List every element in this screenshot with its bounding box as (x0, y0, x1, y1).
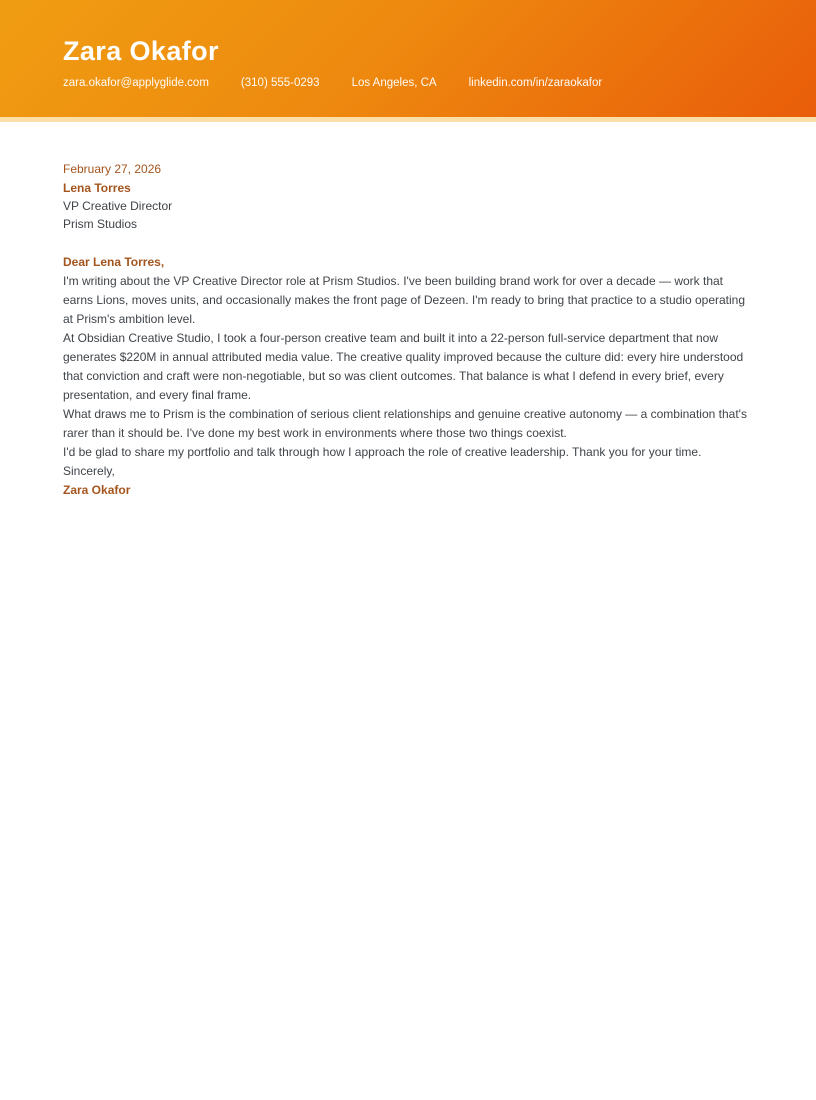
contact-row (63, 77, 753, 89)
paragraph-3: What draws me to Prism is the combination of serious client relationships and genuine creative autonomy — a combination that's rarer than it should be. I've done my best work in environments where those two things coexist. (63, 407, 747, 440)
recipient-company: Prism Studios (63, 217, 138, 231)
contact-email: zara.okafor@applyglide.com (63, 77, 209, 89)
paragraph-4: I'd be glad to share my portfolio and talk through how I approach the role of creative leadership. Thank you for your time. (63, 445, 702, 459)
contact-phone: (310) 555-0293 (240, 77, 320, 89)
letter-header (0, 0, 816, 117)
contact-location: Los Angeles, CA (351, 77, 437, 89)
paragraph-1: I'm writing about the VP Creative Director role at Prism Studios. I've been building brand work for over a decade — work that earns Lions, moves units, and occasionally makes the front page of Dezeen. I'm ready to bring that practice to a studio operating at Prism's ambition level. (63, 274, 746, 326)
contact-linkedin: linkedin.com/in/zaraokafor (468, 77, 603, 89)
letter-body (0, 122, 816, 500)
recipient-name: Lena Torres (63, 181, 131, 195)
paragraph-2: At Obsidian Creative Studio, I took a four-person creative team and built it into a 22-person full-service department that now generates $220M in annual attributed media value. The creative quality improved because the culture did: every hire understood that conviction and craft were non-negotiable, but so was client outcomes. That balance is what I defend in every brief, every presentation, and every final frame. (63, 331, 744, 402)
salutation: Dear Lena Torres, (63, 255, 165, 269)
recipient-block (63, 179, 753, 233)
recipient-title: VP Creative Director (63, 199, 173, 213)
letter-date: February 27, 2026 (63, 162, 162, 176)
signature-name: Zara Okafor (63, 483, 131, 497)
closing: Sincerely, (63, 464, 115, 478)
page-title: Zara Okafor (63, 36, 219, 66)
